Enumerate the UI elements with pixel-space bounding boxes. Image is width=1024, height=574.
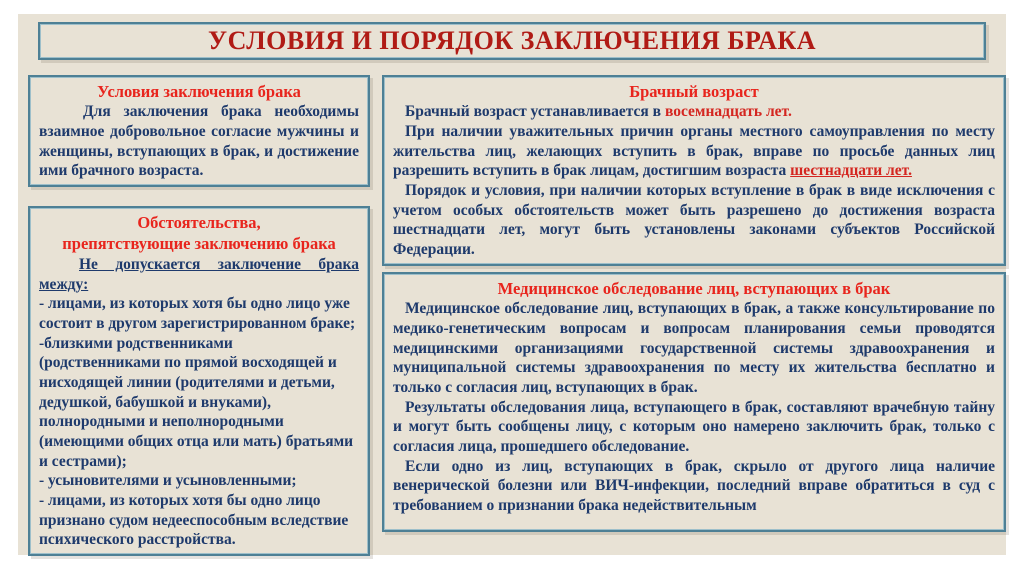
marriage-conditions-text: Для заключения брака необходимы взаимное добровольное согласие мужчины и женщины, вступающих в брак, и достижение ими брачного возраста.	[39, 103, 359, 180]
age-p1-normal-run: Брачный возраст устанавливается в	[405, 103, 665, 121]
age-p2-normal-run: При наличии уважительных причин органы местного самоуправления по месту жительства лиц, желающих вступить в брак, вправе по просьбе данных лиц разрешить вступить в брак лицам, достигшим возраста	[393, 123, 995, 180]
page-title: УСЛОВИЯ И ПОРЯДОК ЗАКЛЮЧЕНИЯ БРАКА	[208, 26, 816, 55]
obstacles-item: - усыновителями и усыновленными;	[39, 472, 297, 490]
medical-examination-box	[382, 272, 1006, 532]
marriage-obstacles-heading	[39, 212, 359, 255]
marriage-age-paragraph-3: Порядок и условия, при наличии которых вступление в брак в виде исключения с учетом особых обстоятельств может быть разрешено до достижения возраста шестнадцати лет, могут быть установлены законами субъектов Российской Федерации.	[393, 182, 995, 259]
obstacles-lead-text: Не допускается заключение брака между:	[39, 255, 359, 293]
obstacles-item: -близкими родственниками	[39, 334, 233, 352]
marriage-age-paragraph-2	[393, 122, 995, 181]
medical-examination-heading: Медицинское обследование лиц, вступающих в брак	[497, 279, 891, 298]
obstacles-item: - лицами, из которых хотя бы одно лицо признано судом недееспособным вследствие психического расстройства.	[39, 491, 349, 549]
obstacles-heading-line-2: препятствующие заключению брака	[62, 234, 336, 254]
marriage-age-box	[382, 75, 1006, 266]
marriage-obstacles-box	[28, 206, 370, 556]
age-p1-red-run: восемнадцать лет.	[664, 103, 792, 121]
obstacles-heading-line-1: Обстоятельства,	[137, 213, 261, 232]
age-p2-red-run: шестнадцати лет.	[790, 162, 912, 180]
slide-canvas	[18, 14, 1006, 555]
medical-paragraph-1: Медицинское обследование лиц, вступающих в брак, а также консультирование по медико-генетическим вопросам и вопросам планирования семьи проводятся медицинскими организациями государственной системы здравоохранения и муниципальной системы здравоохранения по месту их жительства бесплатно и только с согласия лиц, вступающих в брак.	[393, 300, 995, 397]
title-box	[38, 22, 986, 60]
marriage-conditions-heading: Условия заключения брака	[97, 82, 301, 101]
medical-paragraph-2: Результаты обследования лица, вступающего в брак, составляют врачебную тайну и могут быть сообщены лицу, с которым оно намерено заключить брак, только с согласия лица, прошедшего обследование.	[393, 398, 995, 456]
marriage-age-paragraph-1	[393, 102, 995, 122]
obstacles-item: (родственниками по прямой восходящей и нисходящей линии (родителями и детьми, дедушкой, бабушкой и внуками), полнородными и неполнородными (имеющими общих отца или мать) братьями и сестрами);	[39, 354, 354, 470]
marriage-conditions-box	[28, 75, 370, 187]
marriage-age-heading: Брачный возраст	[629, 82, 759, 101]
medical-paragraph-3: Если одно из лиц, вступающих в брак, скрыло от другого лица наличие венерической болезни или ВИЧ-инфекции, последний вправе обратиться в суд с требованием о признании брака недействительным	[393, 457, 995, 515]
obstacles-item: - лицами, из которых хотя бы одно лицо уже состоит в другом зарегистрированном браке;	[39, 295, 356, 332]
